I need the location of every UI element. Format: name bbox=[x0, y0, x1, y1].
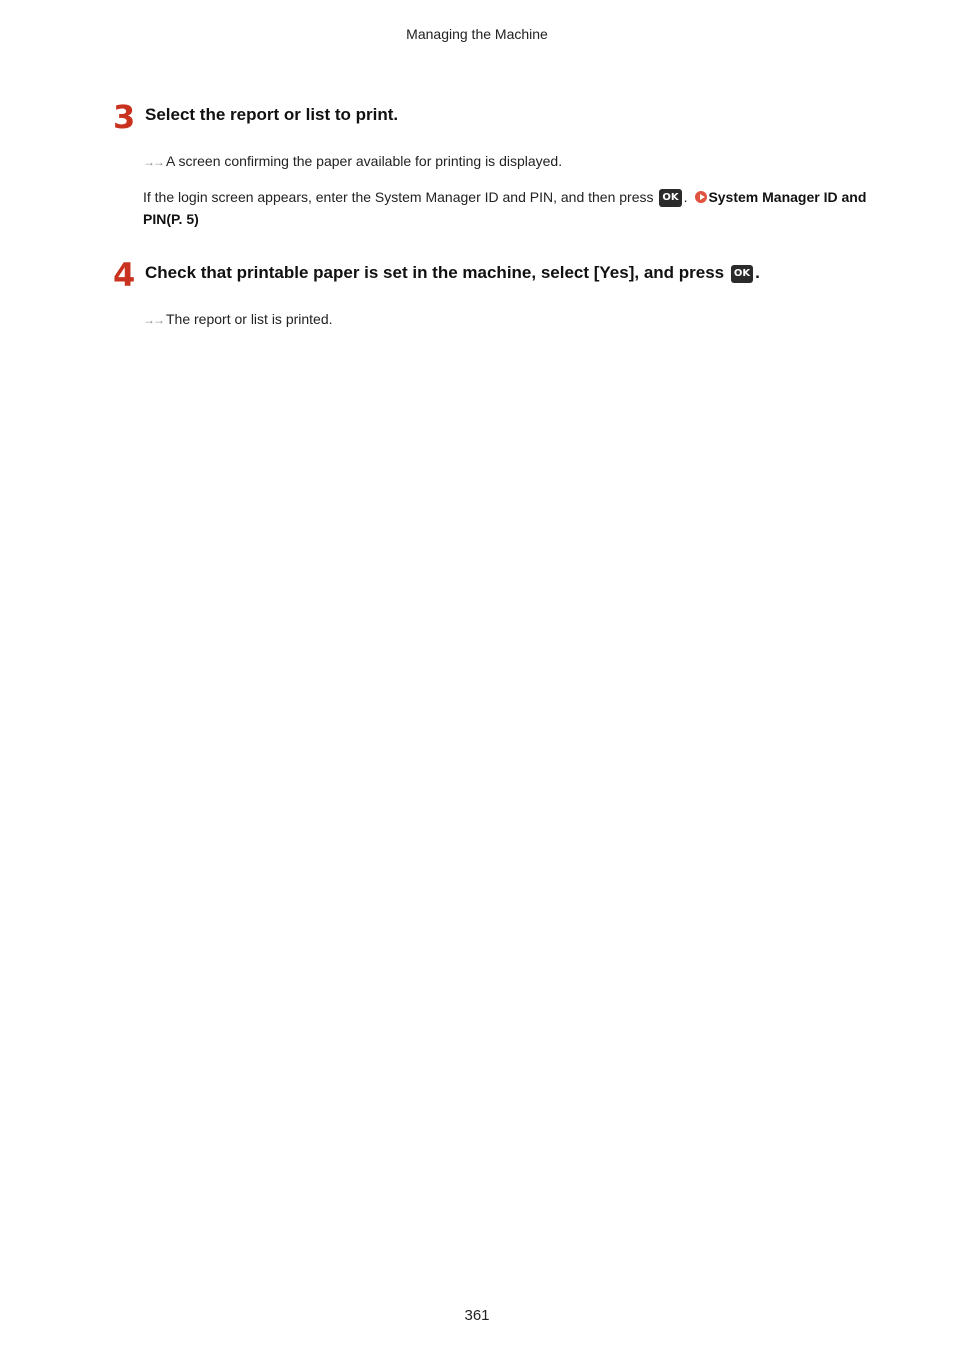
result-text: A screen confirming the paper available for printing is displayed. bbox=[166, 153, 563, 169]
step-title-text: Check that printable paper is set in the machine, select [Yes], and press bbox=[145, 263, 725, 282]
step-number: 4 bbox=[113, 256, 136, 294]
page-number: 361 bbox=[464, 1307, 490, 1324]
step-result bbox=[143, 311, 333, 327]
step-result bbox=[143, 153, 562, 169]
result-arrow-icon: →→ bbox=[143, 155, 163, 169]
note-text: If the login screen appears, enter the System Manager ID and PIN, and then press bbox=[143, 189, 654, 205]
ok-key-icon: OK bbox=[731, 265, 753, 283]
result-arrow-icon: →→ bbox=[143, 313, 163, 327]
system-manager-link[interactable]: System Manager ID and PIN(P. 5) bbox=[143, 189, 867, 227]
result-text: The report or list is printed. bbox=[166, 311, 333, 327]
link-arrow-icon bbox=[695, 191, 707, 203]
step-title-period: . bbox=[755, 263, 760, 282]
ok-key-icon: OK bbox=[659, 189, 681, 207]
login-note bbox=[143, 186, 873, 230]
step-title bbox=[145, 263, 760, 283]
step-number: 3 bbox=[113, 98, 136, 136]
running-header: Managing the Machine bbox=[406, 26, 548, 42]
note-period: . bbox=[683, 189, 688, 205]
step-title: Select the report or list to print. bbox=[145, 105, 399, 124]
